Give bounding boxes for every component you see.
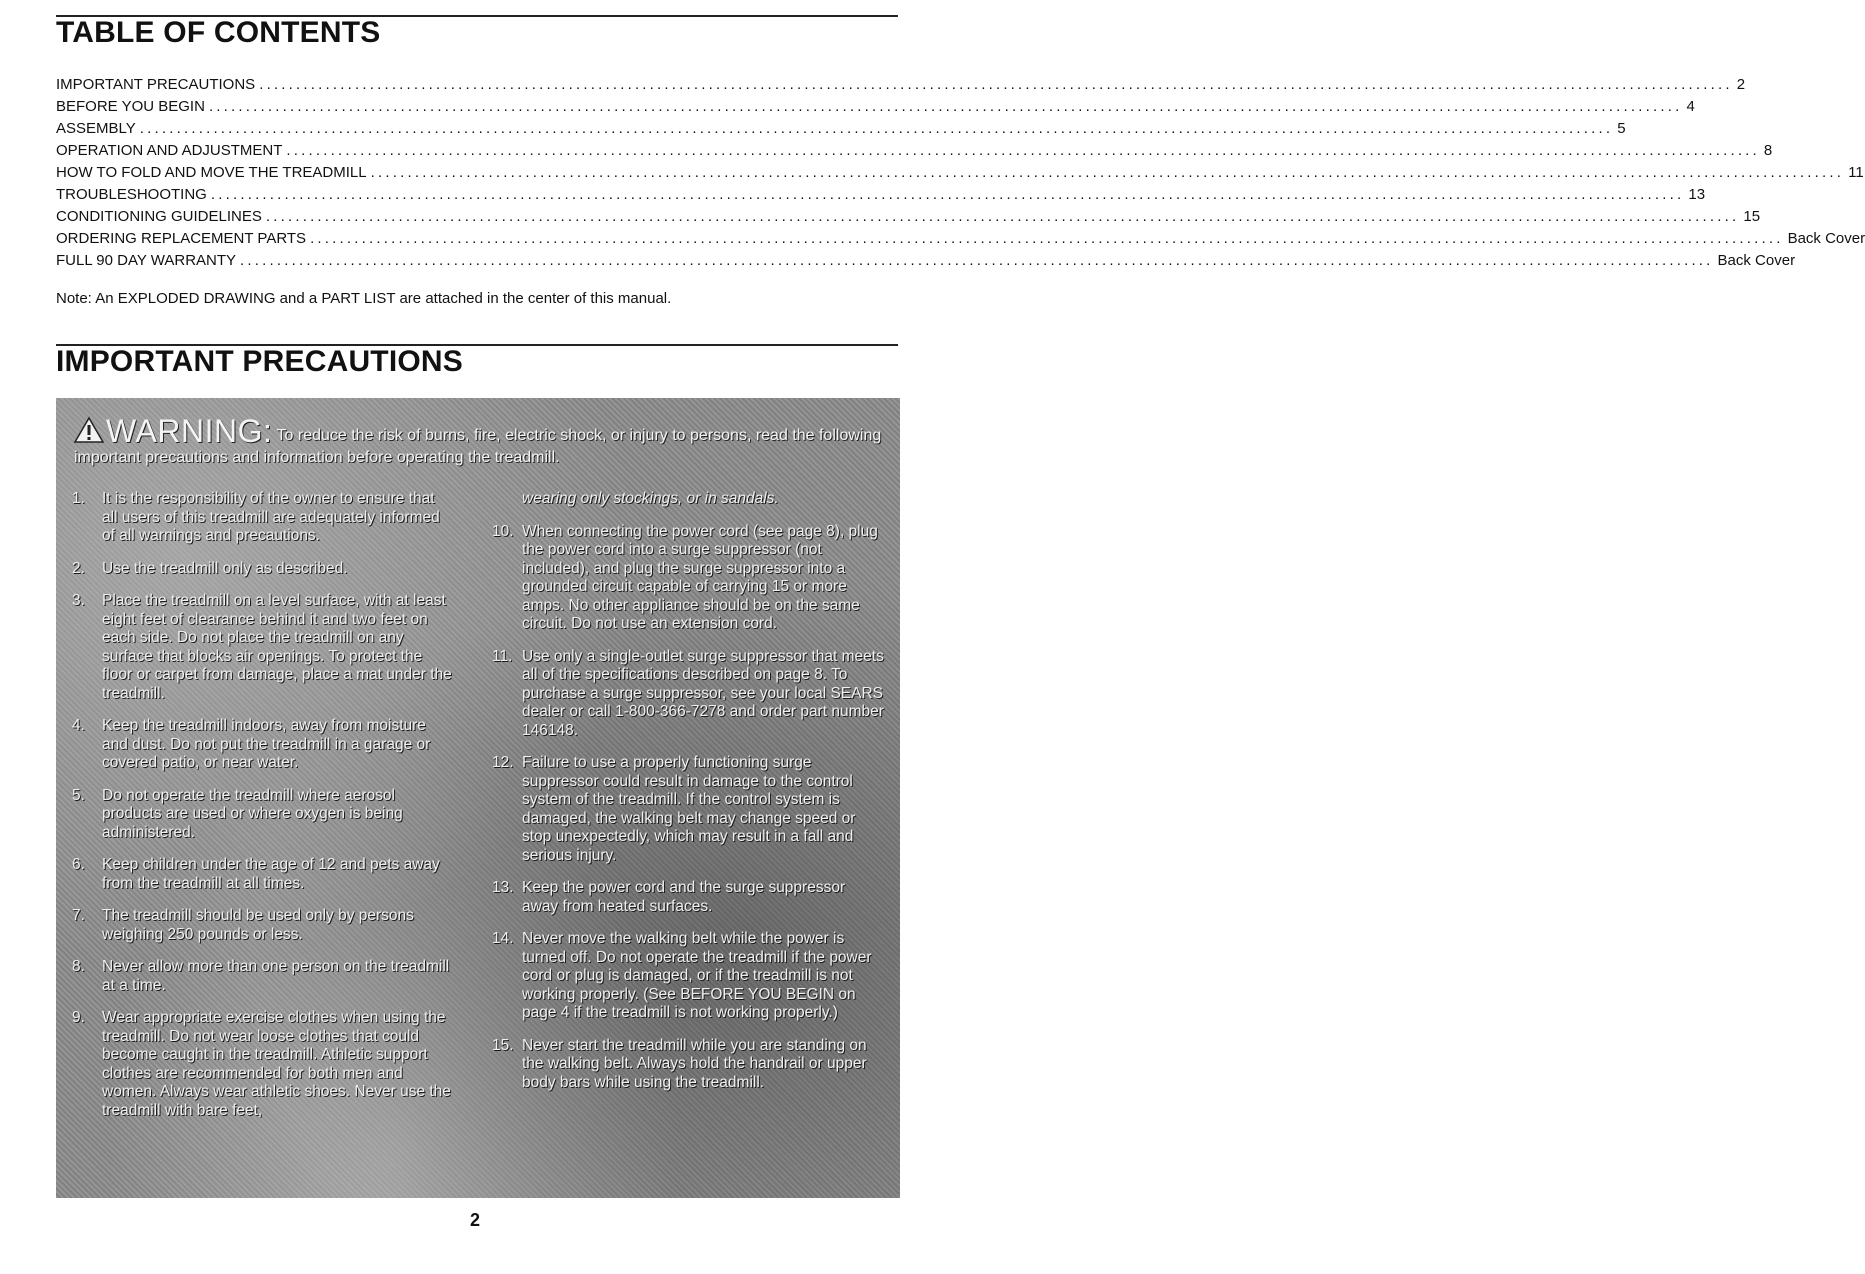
toc-leader-dots: ........................................................................................................................................................................................................ [210, 186, 1685, 203]
precaution-item [72, 592, 452, 703]
precaution-text: Use only a single-outlet surge suppressor that meets all of the specifications described on page 8. To purchase a surge suppressor, see your local SEARS dealer or call 1-800-366-7278 and order part number 146148. [522, 647, 884, 739]
precaution-text: Never start the treadmill while you are standing on the walking belt. Always hold the handrail or upper body bars while using the treadmill. [522, 1036, 867, 1091]
warning-statement [74, 413, 884, 467]
warning-text: To reduce the risk of burns, fire, electric shock, or injury to persons, read the following important precautions and information before operating the treadmill. [74, 427, 882, 466]
toc-entry-title: BEFORE YOU BEGIN [56, 98, 205, 115]
toc-entry-title: HOW TO FOLD AND MOVE THE TREADMILL [56, 164, 367, 181]
precaution-text: It is the responsibility of the owner to ensure that all users of this treadmill are adequately informed of all warnings and precautions. [102, 490, 440, 544]
toc-entry-title: CONDITIONING GUIDELINES [56, 208, 262, 225]
toc-entry-title: ASSEMBLY [56, 120, 136, 137]
precaution-text: Place the treadmill on a level surface, with at least eight feet of clearance behind it and two feet on each side. Do not place the treadmill on any surface that blocks air openings. To protect the floor or carpet from damage, place a mat under the treadmill. [102, 592, 452, 702]
precaution-item [72, 856, 452, 893]
precaution-text: Keep the treadmill indoors, away from moisture and dust. Do not put the treadmill in a garage or covered patio, or near water. [102, 717, 431, 771]
precaution-number: 7. [72, 907, 85, 924]
precaution-item [492, 930, 884, 1023]
precautions-title: IMPORTANT PRECAUTIONS [56, 345, 463, 378]
precaution-item [492, 879, 884, 916]
precaution-item [492, 523, 884, 634]
precaution-text: Never move the walking belt while the power is turned off. Do not operate the treadmill if the power cord or plug is damaged, or if the treadmill is not working properly. (See BEFORE YOU BEGIN on page 4 if the treadmill is not working properly.) [522, 930, 872, 1021]
precaution-text: Keep children under the age of 12 and pets away from the treadmill at all times. [102, 856, 440, 892]
toc-leader-dots: ........................................................................................................................................................................................................ [208, 98, 1683, 115]
precaution-text: Wear appropriate exercise clothes when using the treadmill. Do not wear loose clothes that could become caught in the treadmill. Athletic support clothes are recommended for both men and women. Always wear athletic shoes. Never use the treadmill with bare feet, [102, 1009, 451, 1119]
toc-entry-page: 5 [1617, 120, 1626, 137]
toc-entry-title: TROUBLESHOOTING [56, 186, 207, 203]
precaution-text: Do not operate the treadmill where aerosol products are used or where oxygen is being administered. [102, 786, 403, 841]
precaution-text: The treadmill should be used only by persons weighing 250 pounds or less. [102, 907, 414, 943]
precaution-text: Never allow more than one person on the treadmill at a time. [102, 958, 450, 994]
toc-leader-dots: ........................................................................................................................................................................................................ [139, 120, 1614, 137]
precaution-number: 1. [72, 490, 85, 507]
toc-entry-title: OPERATION AND ADJUSTMENT [56, 142, 283, 159]
warning-triangle-icon [74, 416, 104, 449]
toc-note: Note: An EXPLODED DRAWING and a PART LIST are attached in the center of this manual. [56, 290, 672, 307]
precaution-number: 15. [492, 1036, 514, 1054]
precaution-item [72, 1009, 452, 1120]
precaution-item [72, 560, 452, 579]
toc-entry [56, 230, 1865, 252]
precaution-number: 6. [72, 856, 85, 873]
toc-entry-page: 15 [1743, 208, 1761, 225]
toc-title: TABLE OF CONTENTS [56, 16, 381, 49]
toc-leader-dots: ........................................................................................................................................................................................................ [240, 252, 1714, 269]
toc-entry-page: Back Cover [1717, 252, 1796, 269]
precaution-text: Keep the power cord and the surge suppressor away from heated surfaces. [522, 879, 846, 915]
toc-leader-dots: ........................................................................................................................................................................................................ [370, 164, 1845, 181]
precautions-left-column [72, 490, 452, 1134]
toc-entry-page: 4 [1686, 98, 1695, 115]
precaution-number: 4. [72, 717, 85, 734]
precaution-item [492, 754, 884, 865]
toc-entry [56, 186, 1706, 208]
warning-box [56, 398, 900, 1198]
precaution-item [72, 907, 452, 944]
precaution-number: 9. [72, 1009, 85, 1026]
precaution-number: 2. [72, 559, 85, 577]
toc-entry [56, 164, 1864, 186]
toc-entry [56, 252, 1796, 274]
precaution-number: 12. [492, 754, 514, 771]
precaution-number: 14. [492, 930, 514, 947]
toc-leader-dots: ........................................................................................................................................................................................................ [259, 76, 1733, 93]
toc-entry [56, 76, 1746, 98]
precaution-item [72, 490, 452, 546]
precaution-text: When connecting the power cord (see page 8), plug the power cord into a surge suppressor (not included), and plug the surge suppressor into a grounded circuit capable of carrying 15 or more amps. No other appliance should be on the same circuit. Do not use an extension cord. [522, 522, 878, 632]
toc-leader-dots: ........................................................................................................................................................................................................ [265, 208, 1740, 225]
warning-label: WARNING: [106, 413, 273, 449]
toc-entry [56, 120, 1626, 142]
precaution-item [72, 958, 452, 995]
precaution-number: 10. [492, 522, 514, 540]
toc-entry-page: 2 [1736, 76, 1746, 93]
precaution-number: 3. [72, 592, 85, 609]
toc-entry [56, 142, 1773, 164]
page-number: 2 [469, 1210, 480, 1230]
toc-entry-page: 13 [1688, 186, 1706, 203]
precaution-number: 8. [72, 958, 85, 975]
precaution-item [492, 1037, 884, 1093]
precaution-number: 13. [492, 879, 514, 896]
precaution-text: Use the treadmill only as described. [102, 559, 348, 577]
precaution-number: 11. [492, 647, 513, 665]
precautions-right-column [492, 490, 884, 1106]
toc-entry-page: 8 [1763, 142, 1773, 159]
item-9-continuation: wearing only stockings, or in sandals. [522, 490, 779, 507]
toc-entry-title: ORDERING REPLACEMENT PARTS [56, 230, 307, 247]
precaution-item [72, 717, 452, 773]
precaution-item [492, 648, 884, 741]
toc-entry [56, 208, 1761, 230]
precaution-number: 5. [72, 786, 85, 804]
toc-list [56, 76, 1865, 274]
toc-entry-title: FULL 90 DAY WARRANTY [56, 252, 237, 269]
toc-leader-dots: ........................................................................................................................................................................................................ [286, 142, 1760, 159]
toc-entry-page: Back Cover [1787, 230, 1865, 247]
precaution-text: Failure to use a properly functioning surge suppressor could result in damage to the control system of the treadmill. If the control system is damaged, the walking belt may change speed or stop unexpectedly, which may result in a fall and serious injury. [522, 754, 856, 864]
toc-entry-page: 11 [1848, 164, 1864, 181]
toc-entry-title: IMPORTANT PRECAUTIONS [56, 76, 256, 93]
toc-entry [56, 98, 1695, 120]
precaution-item [72, 787, 452, 843]
toc-leader-dots: ........................................................................................................................................................................................................ [310, 230, 1784, 247]
